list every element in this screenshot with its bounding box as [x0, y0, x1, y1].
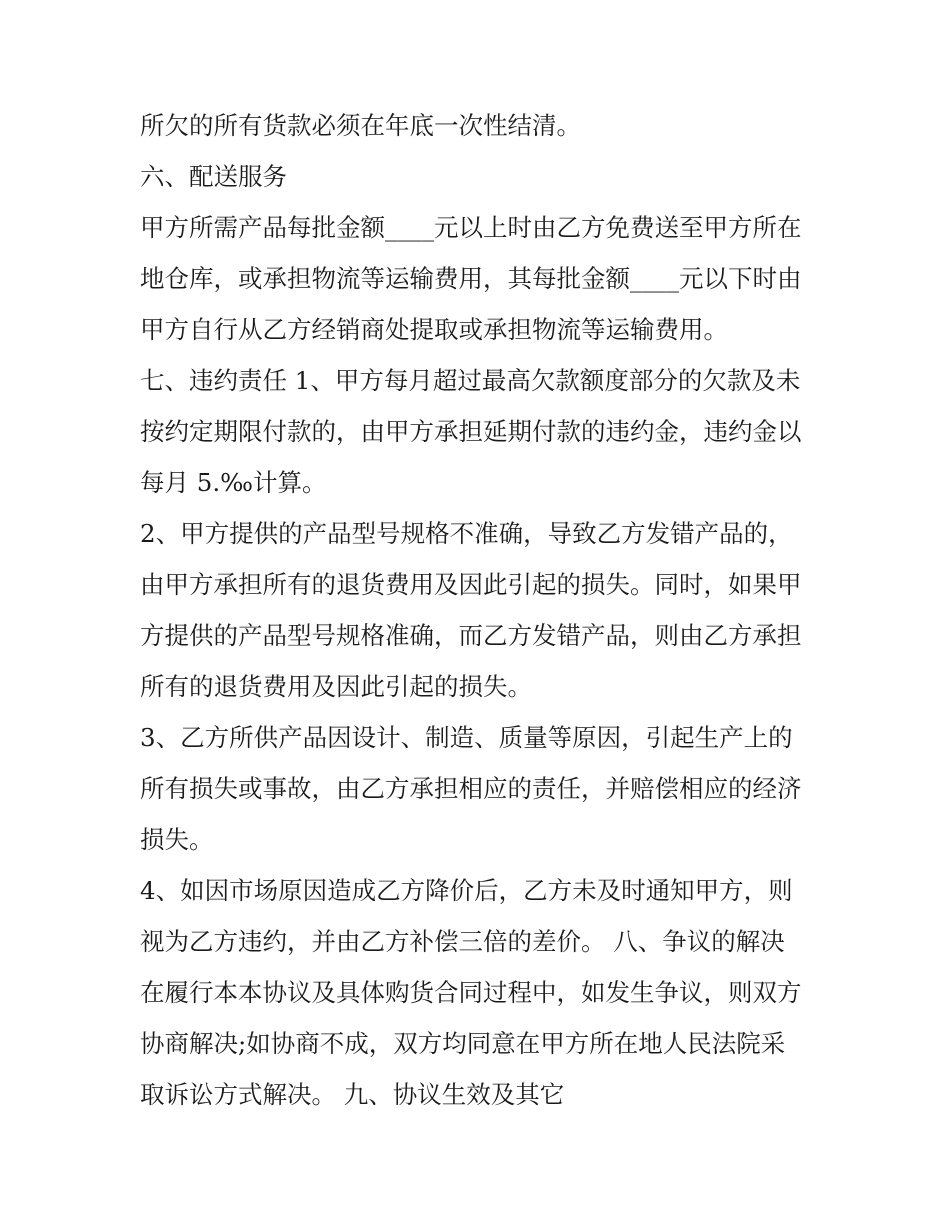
text-line: 4、如因市场原因造成乙方降价后，乙方未及时通知甲方，则 [140, 876, 793, 905]
text-line: 甲方所需产品每批金额____元以上时由乙方免费送至甲方所在 [140, 213, 802, 242]
text-line: 3、乙方所供产品因设计、制造、质量等原因，引起生产上的 [140, 723, 793, 752]
text-line: 每月 5.‰计算。 [140, 468, 327, 497]
text-line: 视为乙方违约，并由乙方补偿三倍的差价。 八、争议的解决 [140, 927, 785, 956]
text-line: 方提供的产品型号规格准确，而乙方发错产品，则由乙方承担 [140, 621, 802, 650]
text-line: 甲方自行从乙方经销商处提取或承担物流等运输费用。 [140, 315, 728, 344]
text-line: 所有损失或事故，由乙方承担相应的责任，并赔偿相应的经济 [140, 774, 802, 803]
section-heading-delivery: 六、配送服务 [140, 162, 287, 191]
text-line: 在履行本本协议及具体购货合同过程中，如发生争议，则双方 [140, 978, 802, 1007]
text-line: 按约定期限付款的，由甲方承担延期付款的违约金，违约金以 [140, 417, 802, 446]
document-body [140, 100, 820, 1120]
text-line: 所欠的所有货款必须在年底一次性结清。 [140, 111, 581, 140]
text-line: 由甲方承担所有的退货费用及因此引起的损失。同时，如果甲 [140, 570, 802, 599]
text-line: 损失。 [140, 825, 214, 854]
text-line: 协商解决;如协商不成，双方均同意在甲方所在地人民法院采 [140, 1029, 786, 1058]
text-line: 2、甲方提供的产品型号规格不准确，导致乙方发错产品的， [140, 519, 793, 548]
section-heading-liability: 七、违约责任 1、甲方每月超过最高欠款额度部分的欠款及未 [140, 366, 801, 395]
text-line: 所有的退货费用及因此引起的损失。 [140, 672, 532, 701]
text-line: 取诉讼方式解决。 九、协议生效及其它 [140, 1080, 565, 1109]
text-line: 地仓库，或承担物流等运输费用，其每批金额____元以下时由 [140, 264, 802, 293]
